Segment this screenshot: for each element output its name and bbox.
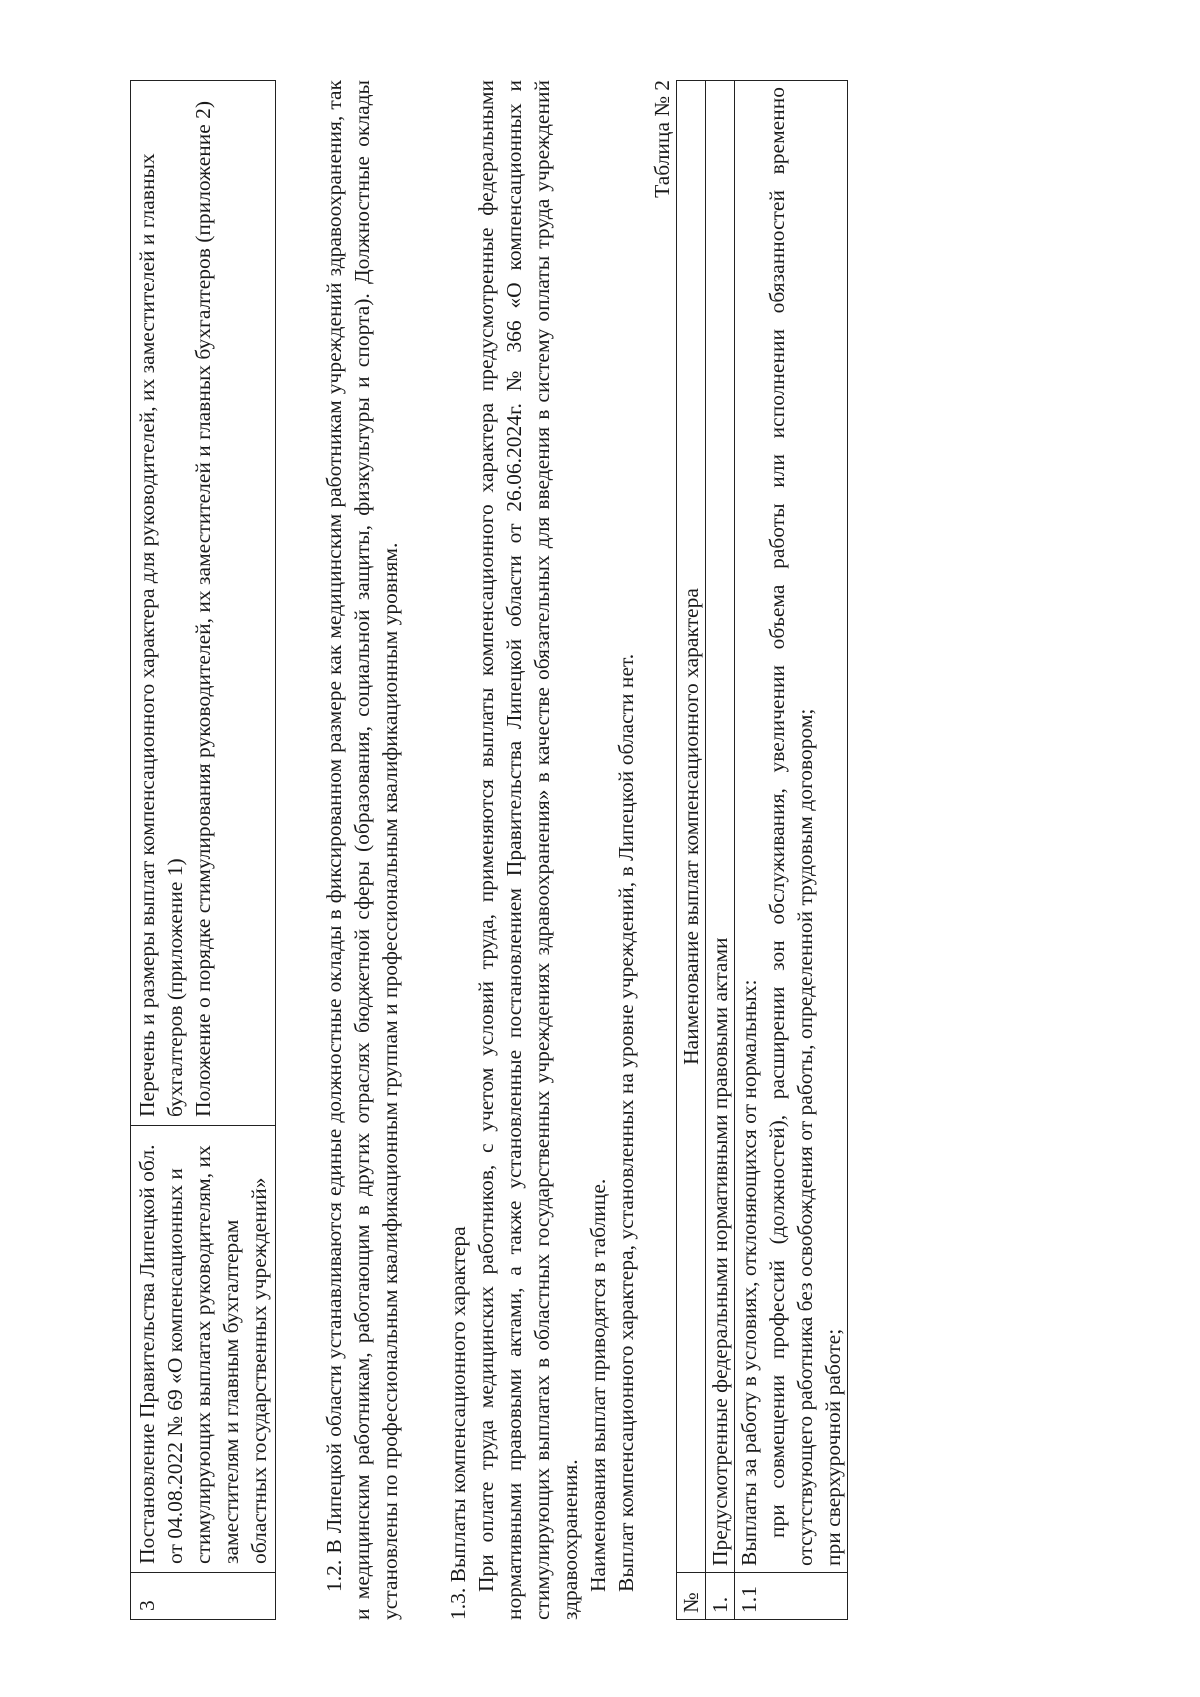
- row-line: при совмещении профессий (должностей), расширении зон обслуживания, увеличении объема работы или исполнении обязанностей временно отсутствующего работника без освобождения от работы, определенной трудовым договором;: [765, 87, 817, 1566]
- description-line: Положение о порядке стимулирования руководителей, их заместителей и главных бухгалтеров (приложение 2): [191, 100, 215, 1117]
- row-line: Предусмотренные федеральными нормативными правовыми актами: [708, 937, 732, 1566]
- description-line: Перечень и размеры выплат компенсационного характера для руководителей, их заместителей и главных бухгалтеров (приложение 1): [135, 153, 187, 1117]
- table-row: [131, 81, 276, 1620]
- row-number: 1.: [706, 1573, 735, 1620]
- table-row: [735, 81, 848, 1620]
- row-line: при сверхурочной работе;: [821, 1328, 845, 1566]
- row-line: Выплаты за работу в условиях, отклоняющихся от нормальных:: [737, 979, 761, 1566]
- row-text: [735, 81, 848, 1573]
- section-1-3: [444, 80, 640, 1620]
- compensation-payments-table: [676, 80, 848, 1620]
- paragraph: Наименования выплат приводятся в таблице.: [586, 1178, 610, 1592]
- table-caption: Таблица № 2: [650, 80, 674, 198]
- document-title: Постановление Правительства Липецкой обл. от 04.08.2022 № 69 «О компенсационных и стимулирующих выплатах руководителям, их заместителям и главным бухгалтерам областных государственных учреждений»: [131, 1126, 276, 1573]
- legal-acts-table: [130, 80, 276, 1620]
- row-number: 3: [131, 1573, 276, 1620]
- row-text: [706, 81, 735, 1573]
- paragraph: При оплате труда медицинских работников, с учетом условий труда, применяются выплаты компенсационного характера предусмотренные федеральными нормативными правовыми актами, а также установленные постановлением Правительства Липецкой области от 26.06.2024г. № 366 «О компенсационных и стимулирующих выплатах в областных государственных учреждениях здравоохранения» в качестве обязательных для введения в систему оплаты труда учреждений здравоохранения.: [474, 80, 582, 1620]
- header-number: №: [677, 1573, 706, 1620]
- header-name: Наименование выплат компенсационного характера: [677, 81, 706, 1573]
- paragraph: Выплат компенсационного характера, установленных на уровне учреждений, в Липецкой области нет.: [614, 653, 638, 1592]
- document-description: [131, 81, 276, 1126]
- section-1-2: [320, 80, 404, 1620]
- paragraph: 1.2. В Липецкой области устанавливаются единые должностные оклады в фиксированном размере как медицинским работникам учреждений здравоохранения, так и медицинским работникам, работающим в других отраслях бюджетной сферы (образования, социальной защиты, физкультуры и спорта). Должностные оклады установлены по профессиональным квалификационным группам и профессиональным квалификационным уровням.: [322, 80, 402, 1620]
- table-header-row: [677, 81, 706, 1620]
- section-title: 1.3. Выплаты компенсационного характера: [446, 1226, 470, 1620]
- table-row: [706, 81, 735, 1620]
- row-number: 1.1: [735, 1573, 848, 1620]
- rotated-page-content: [130, 60, 1070, 1620]
